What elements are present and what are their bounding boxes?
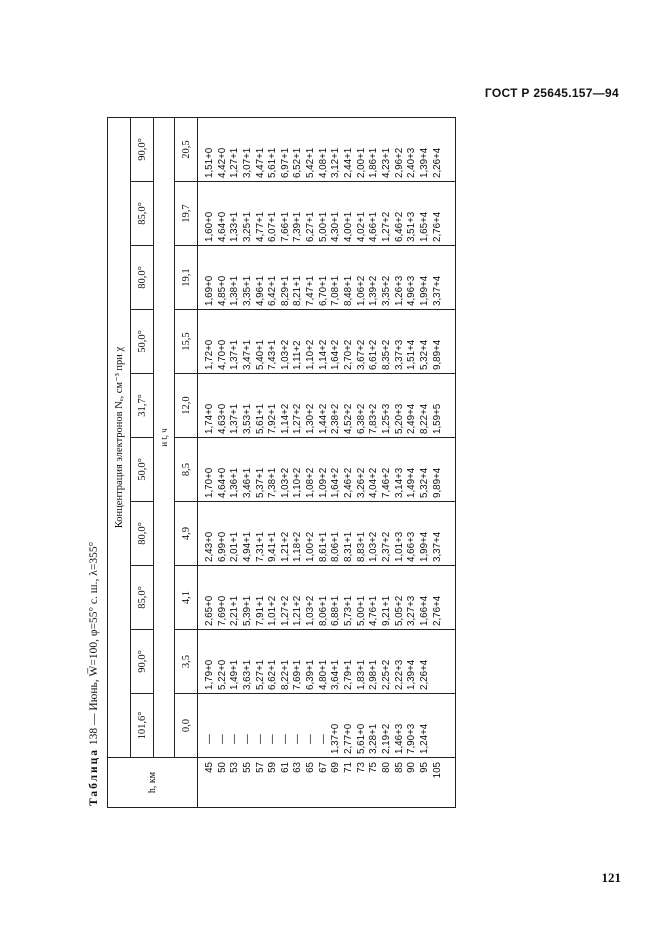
value-column <box>198 438 456 502</box>
ne-value: 1,37+1 <box>229 339 241 370</box>
ne-value: 5,61+1 <box>254 403 266 434</box>
ne-value: 1,36+1 <box>229 467 241 498</box>
ne-value: 1,14+2 <box>317 339 329 370</box>
ne-value: 4,42+0 <box>216 147 228 178</box>
ne-value: 7,38+1 <box>267 467 279 498</box>
ne-value: 5,40+1 <box>254 339 266 370</box>
ne-value: 1,69+0 <box>204 275 215 306</box>
ne-value: 5,39+1 <box>241 595 253 626</box>
ne-value: 5,00+1 <box>355 595 367 626</box>
time-cell: 4,9 <box>175 502 198 566</box>
ne-value: 3,28+1 <box>368 723 380 754</box>
ne-value: 6,39+1 <box>305 659 317 690</box>
value-column <box>198 118 456 182</box>
ne-value: 5,42+1 <box>305 147 317 178</box>
ne-value: 1,27+2 <box>292 403 304 434</box>
ne-value: 2,43+0 <box>204 531 215 562</box>
ne-value: 1,03+2 <box>279 467 291 498</box>
ne-value: 1,38+1 <box>229 275 241 306</box>
ne-value: 6,88+1 <box>330 595 342 626</box>
ne-value: 1,30+2 <box>305 403 317 434</box>
ne-value: 2,98+1 <box>368 659 380 690</box>
chi-cell: 80,0° <box>131 246 154 310</box>
ne-value: 3,63+1 <box>241 659 253 690</box>
ne-value: 4,94+1 <box>241 531 253 562</box>
ne-value: 9,89+4 <box>431 467 443 498</box>
ne-value: 3,53+1 <box>241 403 253 434</box>
h-values-column <box>198 758 456 808</box>
ne-value: 4,66+3 <box>406 531 418 562</box>
rotated-table-block <box>88 118 588 808</box>
h-value: 50 <box>216 762 228 773</box>
h-value: 67 <box>317 762 329 773</box>
ne-value: 9,89+4 <box>431 339 443 370</box>
ne-value: 2,01+1 <box>229 531 241 562</box>
ne-value: 6,07+1 <box>267 211 279 242</box>
ne-value: 2,25+2 <box>380 659 392 690</box>
ne-value: 3,37+4 <box>431 275 443 306</box>
value-column <box>198 694 456 758</box>
ne-value: 4,85+0 <box>216 275 228 306</box>
ne-value: 2,44+1 <box>343 147 355 178</box>
ne-value: — <box>204 734 215 744</box>
table-caption <box>88 118 104 808</box>
ne-value: 7,39+1 <box>292 211 304 242</box>
ne-value: 8,22+1 <box>279 659 291 690</box>
ne-value: 8,06+1 <box>330 531 342 562</box>
chi-cell: 31,7° <box>131 374 154 438</box>
h-value: 69 <box>330 762 342 773</box>
ne-value: 1,59+5 <box>431 403 443 434</box>
value-column <box>198 502 456 566</box>
ne-value: 4,77+1 <box>254 211 266 242</box>
ne-value: 2,49+4 <box>406 403 418 434</box>
ne-value: 2,40+3 <box>406 147 418 178</box>
chi-cell: 80,0° <box>131 502 154 566</box>
time-header-row <box>175 118 198 808</box>
ne-value: 1,64+2 <box>330 467 342 498</box>
ne-value: 1,01+2 <box>267 595 279 626</box>
ne-value: 9,41+1 <box>267 531 279 562</box>
ne-value: 3,51+3 <box>406 211 418 242</box>
ne-value: 7,83+2 <box>368 403 380 434</box>
ne-value: 5,73+1 <box>343 595 355 626</box>
h-value: 65 <box>305 762 317 773</box>
ne-value: — <box>305 734 317 744</box>
ne-value: 2,37+2 <box>380 531 392 562</box>
ne-value: 3,26+2 <box>355 467 367 498</box>
ne-value: 3,14+3 <box>393 467 405 498</box>
ne-value: 1,08+2 <box>305 467 317 498</box>
ne-value: 3,35+2 <box>380 275 392 306</box>
ne-value: 1,49+1 <box>229 659 241 690</box>
time-cell: 12,0 <box>175 374 198 438</box>
chi-cell: 101,6° <box>131 694 154 758</box>
table-body-row <box>198 118 456 808</box>
ne-value: 7,08+1 <box>330 275 342 306</box>
ne-value: 4,04+2 <box>368 467 380 498</box>
ne-value: 6,42+1 <box>267 275 279 306</box>
ne-value: 1,03+2 <box>279 339 291 370</box>
ne-value: 6,97+1 <box>279 147 291 178</box>
data-table <box>107 117 456 808</box>
page-number: 121 <box>601 870 621 885</box>
ne-value: 2,77+0 <box>343 723 355 754</box>
ne-value: 1,33+1 <box>229 211 241 242</box>
ne-value: 7,91+1 <box>254 595 266 626</box>
ne-value: 5,05+2 <box>393 595 405 626</box>
ne-value: 5,27+1 <box>254 659 266 690</box>
ne-value: 4,23+1 <box>380 147 392 178</box>
ne-value: 1,49+4 <box>406 467 418 498</box>
ne-value: 1,00+2 <box>305 531 317 562</box>
h-value: 90 <box>406 762 418 773</box>
time-cell: 19,7 <box>175 182 198 246</box>
ne-value: 4,64+0 <box>216 467 228 498</box>
ne-value: — <box>317 734 329 744</box>
h-column-header: h, км <box>108 758 198 808</box>
ne-value: 1,26+3 <box>393 275 405 306</box>
time-cell: 8,5 <box>175 438 198 502</box>
ne-value: 9,21+1 <box>380 595 392 626</box>
h-value: 61 <box>279 762 291 773</box>
ne-value: 4,30+1 <box>330 211 342 242</box>
ne-value: 4,70+0 <box>216 339 228 370</box>
ne-value: 1,70+0 <box>204 467 215 498</box>
ne-value: 2,26+4 <box>418 659 430 690</box>
ne-value: 5,32+4 <box>418 339 430 370</box>
ne-value: 3,37+3 <box>393 339 405 370</box>
ne-value: — <box>279 734 291 744</box>
ne-value: 4,66+1 <box>368 211 380 242</box>
document-header: ГОСТ Р 25645.157—94 <box>484 86 619 100</box>
ne-value: 8,29+1 <box>279 275 291 306</box>
value-column <box>198 182 456 246</box>
ne-value: 1,64+2 <box>330 339 342 370</box>
ne-value: 1,18+2 <box>292 531 304 562</box>
ne-value: 2,22+3 <box>393 659 405 690</box>
ne-value: 1,51+0 <box>204 147 215 178</box>
ne-value: 1,06+2 <box>355 275 367 306</box>
ne-value: 1,27+2 <box>380 211 392 242</box>
ne-value: 1,83+1 <box>355 659 367 690</box>
h-value: 55 <box>241 762 253 773</box>
ne-value: — <box>241 734 253 744</box>
ne-value: — <box>229 734 241 744</box>
value-column <box>198 566 456 630</box>
ne-value: 5,20+3 <box>393 403 405 434</box>
ne-value: 3,64+1 <box>330 659 342 690</box>
time-cell: 3,5 <box>175 630 198 694</box>
ne-value: 7,66+1 <box>279 211 291 242</box>
ne-value: 4,76+1 <box>368 595 380 626</box>
ne-value: 3,25+1 <box>241 211 253 242</box>
ne-value: 3,47+1 <box>241 339 253 370</box>
concentration-header: Концентрация электронов Nₑ, см⁻³ при χ <box>108 118 131 758</box>
h-value: 57 <box>254 762 266 773</box>
ne-value: 1,66+4 <box>418 595 430 626</box>
ne-value: 1,10+2 <box>305 339 317 370</box>
ne-value: 1,60+0 <box>204 211 215 242</box>
ne-value: 6,61+2 <box>368 339 380 370</box>
h-value: 71 <box>343 762 355 773</box>
ne-value: 8,22+4 <box>418 403 430 434</box>
ne-value: 1,86+1 <box>368 147 380 178</box>
ne-value: 6,52+1 <box>292 147 304 178</box>
ne-value: 8,48+1 <box>343 275 355 306</box>
value-column <box>198 310 456 374</box>
ne-value: 1,27+2 <box>279 595 291 626</box>
ne-value: 4,96+1 <box>254 275 266 306</box>
ne-value: 8,61+1 <box>317 531 329 562</box>
h-value: 85 <box>393 762 405 773</box>
ne-value: 7,90+3 <box>406 723 418 754</box>
h-value: 63 <box>292 762 304 773</box>
h-value: 73 <box>355 762 367 773</box>
time-cell: 19,1 <box>175 246 198 310</box>
ne-value: 2,26+4 <box>431 147 443 178</box>
chi-cell: 50,0° <box>131 438 154 502</box>
h-value: 75 <box>368 762 380 773</box>
ne-value: 8,31+1 <box>343 531 355 562</box>
ne-value: 8,21+1 <box>292 275 304 306</box>
ne-value: 6,70+1 <box>317 275 329 306</box>
chi-cell: 90,0° <box>131 630 154 694</box>
ne-value: 1,09+2 <box>317 467 329 498</box>
ne-value: 2,00+1 <box>355 147 367 178</box>
ne-value: 1,39+4 <box>418 147 430 178</box>
ne-value: 4,02+1 <box>355 211 367 242</box>
chi-cell: 90,0° <box>131 118 154 182</box>
ne-value: 1,72+0 <box>204 339 215 370</box>
table-label: Таблица <box>88 747 100 806</box>
ne-value: 1,21+2 <box>292 595 304 626</box>
ne-value: 3,12+1 <box>330 147 342 178</box>
h-value: 59 <box>267 762 279 773</box>
ne-value: 5,61+0 <box>355 723 367 754</box>
ne-value: 3,27+3 <box>406 595 418 626</box>
ne-value: 1,39+4 <box>406 659 418 690</box>
ne-value: 4,96+3 <box>406 275 418 306</box>
ne-value: 2,76+4 <box>431 595 443 626</box>
ne-value: 2,96+2 <box>393 147 405 178</box>
ne-value: 7,92+1 <box>267 403 279 434</box>
h-value: 95 <box>418 762 430 773</box>
ne-value: 1,25+3 <box>380 403 392 434</box>
ne-value <box>432 694 445 754</box>
ne-value: 6,46+2 <box>393 211 405 242</box>
ne-value: 1,37+1 <box>229 403 241 434</box>
ne-value: 1,03+2 <box>305 595 317 626</box>
ne-value: 2,38+2 <box>330 403 342 434</box>
ne-value <box>432 630 445 690</box>
ne-value: 4,47+1 <box>254 147 266 178</box>
ne-value: 2,21+1 <box>229 595 241 626</box>
ne-value: 2,19+2 <box>380 723 392 754</box>
h-value: 80 <box>380 762 392 773</box>
ne-value: 1,10+2 <box>292 467 304 498</box>
ne-value: 8,06+1 <box>317 595 329 626</box>
ne-value: 5,22+0 <box>216 659 228 690</box>
value-column <box>198 374 456 438</box>
ne-value: 1,79+0 <box>204 659 215 690</box>
ne-value: 2,76+4 <box>431 211 443 242</box>
chi-header-row <box>131 118 154 808</box>
ne-value: 1,24+4 <box>418 723 430 754</box>
ne-value: 6,27+1 <box>305 211 317 242</box>
ne-value: 6,62+1 <box>267 659 279 690</box>
ne-value: 3,67+2 <box>355 339 367 370</box>
ne-value: 3,37+4 <box>431 531 443 562</box>
ne-value: 7,69+0 <box>216 595 228 626</box>
ne-value: 2,65+0 <box>204 595 215 626</box>
value-column <box>198 246 456 310</box>
ne-value: 3,46+1 <box>241 467 253 498</box>
ne-value: 2,46+2 <box>343 467 355 498</box>
ne-value: 1,74+0 <box>204 403 215 434</box>
ne-value: 5,32+4 <box>418 467 430 498</box>
time-header: и t, ч <box>154 118 175 758</box>
ne-value: 1,37+0 <box>330 723 342 754</box>
h-value: 105 <box>431 762 443 779</box>
ne-value: 6,38+2 <box>355 403 367 434</box>
ne-value: 7,31+1 <box>254 531 266 562</box>
ne-value: 1,44+2 <box>317 403 329 434</box>
ne-value: 5,37+1 <box>254 467 266 498</box>
ne-value: 1,27+1 <box>229 147 241 178</box>
ne-value: 2,70+2 <box>343 339 355 370</box>
ne-value: 1,11+2 <box>292 340 304 370</box>
time-cell: 4,1 <box>175 566 198 630</box>
ne-value: — <box>267 734 279 744</box>
ne-value: 7,47+1 <box>305 275 317 306</box>
value-column <box>198 630 456 694</box>
ne-value: 7,43+1 <box>267 339 279 370</box>
ne-value: 4,80+1 <box>317 659 329 690</box>
chi-cell: 85,0° <box>131 566 154 630</box>
ne-value: 4,63+0 <box>216 403 228 434</box>
ne-value: 3,07+1 <box>241 147 253 178</box>
ne-value: 1,65+4 <box>418 211 430 242</box>
ne-value: 5,00+1 <box>317 211 329 242</box>
ne-value: 5,61+1 <box>267 147 279 178</box>
ne-value: 1,14+2 <box>279 403 291 434</box>
ne-value: — <box>216 734 228 744</box>
h-value: 53 <box>229 762 241 773</box>
ne-value: 1,01+3 <box>393 531 405 562</box>
ne-value: 1,51+4 <box>406 339 418 370</box>
ne-value: 2,79+1 <box>343 659 355 690</box>
ne-value: 1,03+2 <box>368 531 380 562</box>
time-cell: 0,0 <box>175 694 198 758</box>
ne-value: 1,99+4 <box>418 275 430 306</box>
ne-value: 1,99+4 <box>418 531 430 562</box>
ne-value: 8,83+1 <box>355 531 367 562</box>
ne-value: — <box>292 734 304 744</box>
table-caption-text: 138 — Июнь, W̅=100, φ=55° с. ш., λ=355° <box>88 541 100 746</box>
ne-value: 6,99+0 <box>216 531 228 562</box>
ne-value: 1,39+2 <box>368 275 380 306</box>
h-value: 45 <box>204 762 215 773</box>
ne-value: 4,00+1 <box>343 211 355 242</box>
ne-value: 7,69+1 <box>292 659 304 690</box>
ne-value: 4,64+0 <box>216 211 228 242</box>
time-cell: 15,5 <box>175 310 198 374</box>
ne-value: 4,08+1 <box>317 147 329 178</box>
chi-cell: 85,0° <box>131 182 154 246</box>
ne-value: 4,52+2 <box>343 403 355 434</box>
time-cell: 20,5 <box>175 118 198 182</box>
ne-value: — <box>254 734 266 744</box>
ne-value: 7,46+2 <box>380 467 392 498</box>
ne-value: 3,35+1 <box>241 275 253 306</box>
ne-value: 1,46+3 <box>393 723 405 754</box>
ne-value: 1,21+2 <box>279 531 291 562</box>
ne-value: 8,35+2 <box>380 339 392 370</box>
chi-cell: 50,0° <box>131 310 154 374</box>
